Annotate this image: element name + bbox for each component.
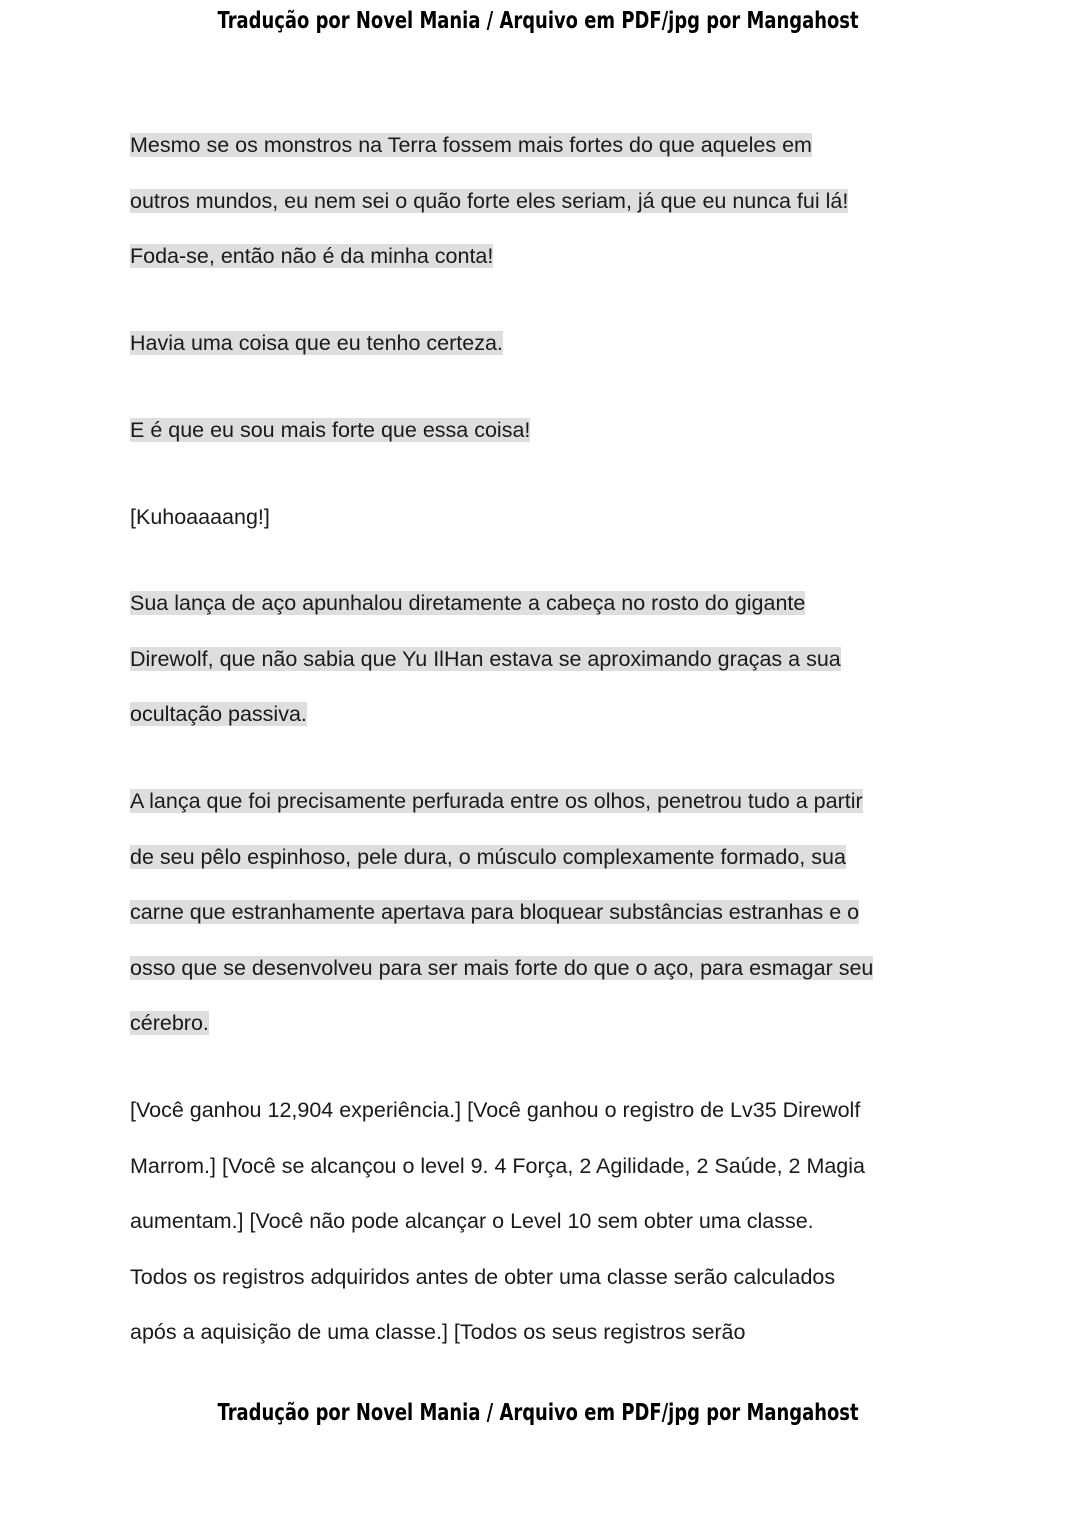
paragraph-3-line-1: E é que eu sou mais forte que essa coisa!	[130, 418, 531, 442]
paragraph-7-line-5: após a aquisição de uma classe.] [Todos os seus registros serão	[130, 1320, 746, 1344]
page-footer: Tradução por Novel Mania / Arquivo em PDF/jpg por Mangahost	[217, 1400, 859, 1426]
paragraph-6-line-1: A lança que foi precisamente perfurada entre os olhos, penetrou tudo a partir	[130, 789, 863, 813]
page-header: Tradução por Novel Mania / Arquivo em PDF/jpg por Mangahost	[217, 8, 859, 34]
paragraph-6-line-2: de seu pêlo espinhoso, pele dura, o músculo complexamente formado, sua	[130, 845, 846, 869]
paragraph-6-line-5: cérebro.	[130, 1011, 209, 1035]
paragraph-1-line-1: Mesmo se os monstros na Terra fossem mais fortes do que aqueles em	[130, 133, 812, 157]
paragraph-5-line-1: Sua lança de aço apunhalou diretamente a cabeça no rosto do gigante	[130, 591, 806, 615]
paragraph-6-line-3: carne que estranhamente apertava para bloquear substâncias estranhas e o	[130, 900, 860, 924]
paragraph-1-line-3: Foda-se, então não é da minha conta!	[130, 244, 494, 268]
paragraph-2-line-1: Havia uma coisa que eu tenho certeza.	[130, 331, 503, 355]
paragraph-7-line-4: Todos os registros adquiridos antes de obter uma classe serão calculados	[130, 1265, 836, 1289]
paragraph-6-line-4: osso que se desenvolveu para ser mais forte do que o aço, para esmagar seu	[130, 956, 874, 980]
paragraph-7-line-2: Marrom.] [Você se alcançou o level 9. 4 Força, 2 Agilidade, 2 Saúde, 2 Magia	[130, 1154, 865, 1178]
paragraph-4-line-1: [Kuhoaaaang!]	[130, 505, 270, 529]
paragraph-7-line-3: aumentam.] [Você não pode alcançar o Level 10 sem obter uma classe.	[130, 1209, 814, 1233]
paragraph-5-line-3: ocultação passiva.	[130, 702, 307, 726]
paragraph-7-line-1: [Você ganhou 12,904 experiência.] [Você ganhou o registro de Lv35 Direwolf	[130, 1098, 861, 1122]
paragraph-5-line-2: Direwolf, que não sabia que Yu IlHan estava se aproximando graças a sua	[130, 647, 841, 671]
paragraph-1-line-2: outros mundos, eu nem sei o quão forte eles seriam, já que eu nunca fui lá!	[130, 189, 849, 213]
